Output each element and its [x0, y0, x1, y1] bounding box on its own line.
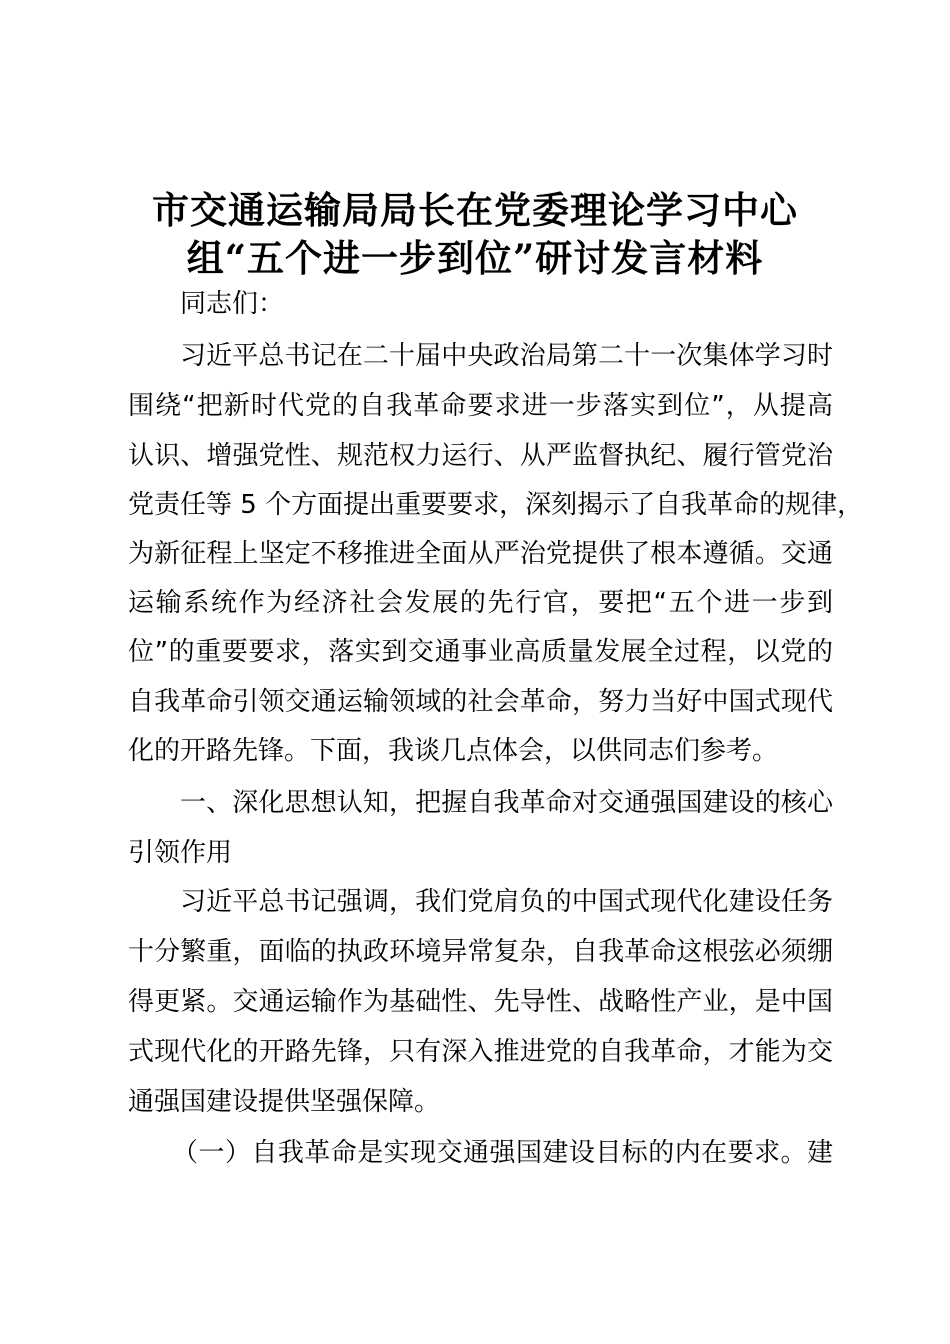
paragraph-line: 围绕“把新时代党的自我革命要求进一步落实到位”，从提高	[128, 391, 833, 421]
paragraph-line: 式现代化的开路先锋，只有深入推进党的自我革命，才能为交	[128, 1037, 833, 1067]
paragraph-line: 十分繁重，面临的执政环境异常复杂，自我革命这根弦必须绷	[128, 937, 833, 967]
paragraph-line: 认识、增强党性、规范权力运行、从严监督执纪、履行管党治	[128, 441, 833, 471]
section-heading-line: 引领作用	[128, 838, 233, 868]
paragraph-line: 得更紧。交通运输作为基础性、先导性、战略性产业，是中国	[128, 987, 833, 1017]
subsection-heading-line: （一）自我革命是实现交通强国建设目标的内在要求。建	[172, 1138, 833, 1168]
paragraph-line: 化的开路先锋。下面，我谈几点体会，以供同志们参考。	[128, 736, 779, 766]
paragraph-line: 为新征程上坚定不移推进全面从严治党提供了根本遵循。交通	[128, 539, 833, 569]
section-heading-line: 一、深化思想认知，把握自我革命对交通强国建设的核心	[180, 788, 833, 818]
document-title-line-2: 组“五个进一步到位”研讨发言材料	[186, 236, 764, 280]
paragraph-line: 党责任等 5 个方面提出重要要求，深刻揭示了自我革命的规律，	[128, 490, 864, 520]
paragraph-line: 习近平总书记在二十届中央政治局第二十一次集体学习时	[180, 341, 833, 371]
paragraph-line: 位”的重要要求，落实到交通事业高质量发展全过程，以党的	[128, 637, 833, 667]
paragraph-line: 运输系统作为经济社会发展的先行官，要把“五个进一步到	[128, 588, 833, 618]
paragraph-line: 习近平总书记强调，我们党肩负的中国式现代化建设任务	[180, 887, 833, 917]
document-title-line-1: 市交通运输局局长在党委理论学习中心	[152, 188, 798, 232]
paragraph-line: 自我革命引领交通运输领域的社会革命，努力当好中国式现代	[128, 687, 833, 717]
paragraph-line: 通强国建设提供坚强保障。	[128, 1087, 441, 1117]
salutation: 同志们：	[180, 289, 285, 319]
